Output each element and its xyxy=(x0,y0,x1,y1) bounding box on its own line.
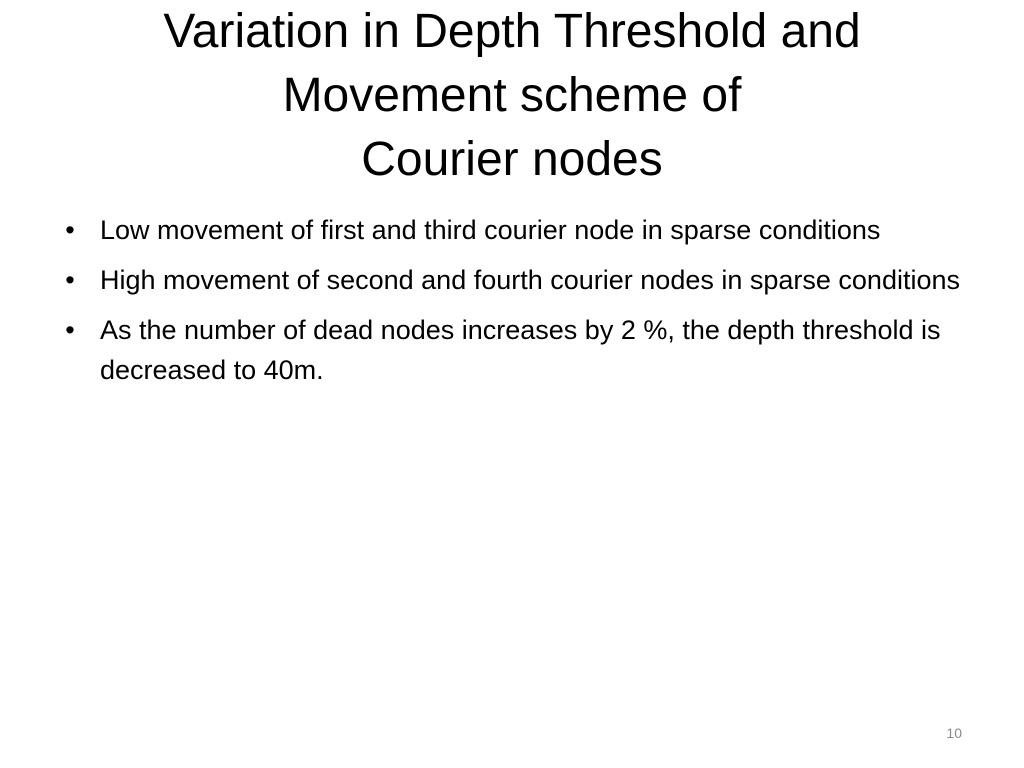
bullet-icon: • xyxy=(65,315,75,345)
slide-title xyxy=(60,0,964,192)
bullet-text: Low movement of first and third courier node in sparse conditions xyxy=(100,215,881,245)
bullet-icon: • xyxy=(65,265,75,295)
bullet-item xyxy=(60,210,960,250)
title-line-2: Movement scheme of xyxy=(282,69,742,122)
bullet-text: High movement of second and fourth courier nodes in sparse conditions xyxy=(100,265,960,295)
bullet-list xyxy=(60,210,960,400)
title-line-3: Courier nodes xyxy=(361,133,663,186)
slide-number: 10 xyxy=(946,725,962,741)
bullet-icon: • xyxy=(65,215,75,245)
bullet-text: As the number of dead nodes increases by 2 %, the depth threshold is decreased to 40m. xyxy=(100,315,941,385)
bullet-item xyxy=(60,260,960,300)
title-line-1: Variation in Depth Threshold and xyxy=(163,5,861,58)
bullet-item xyxy=(60,310,960,390)
